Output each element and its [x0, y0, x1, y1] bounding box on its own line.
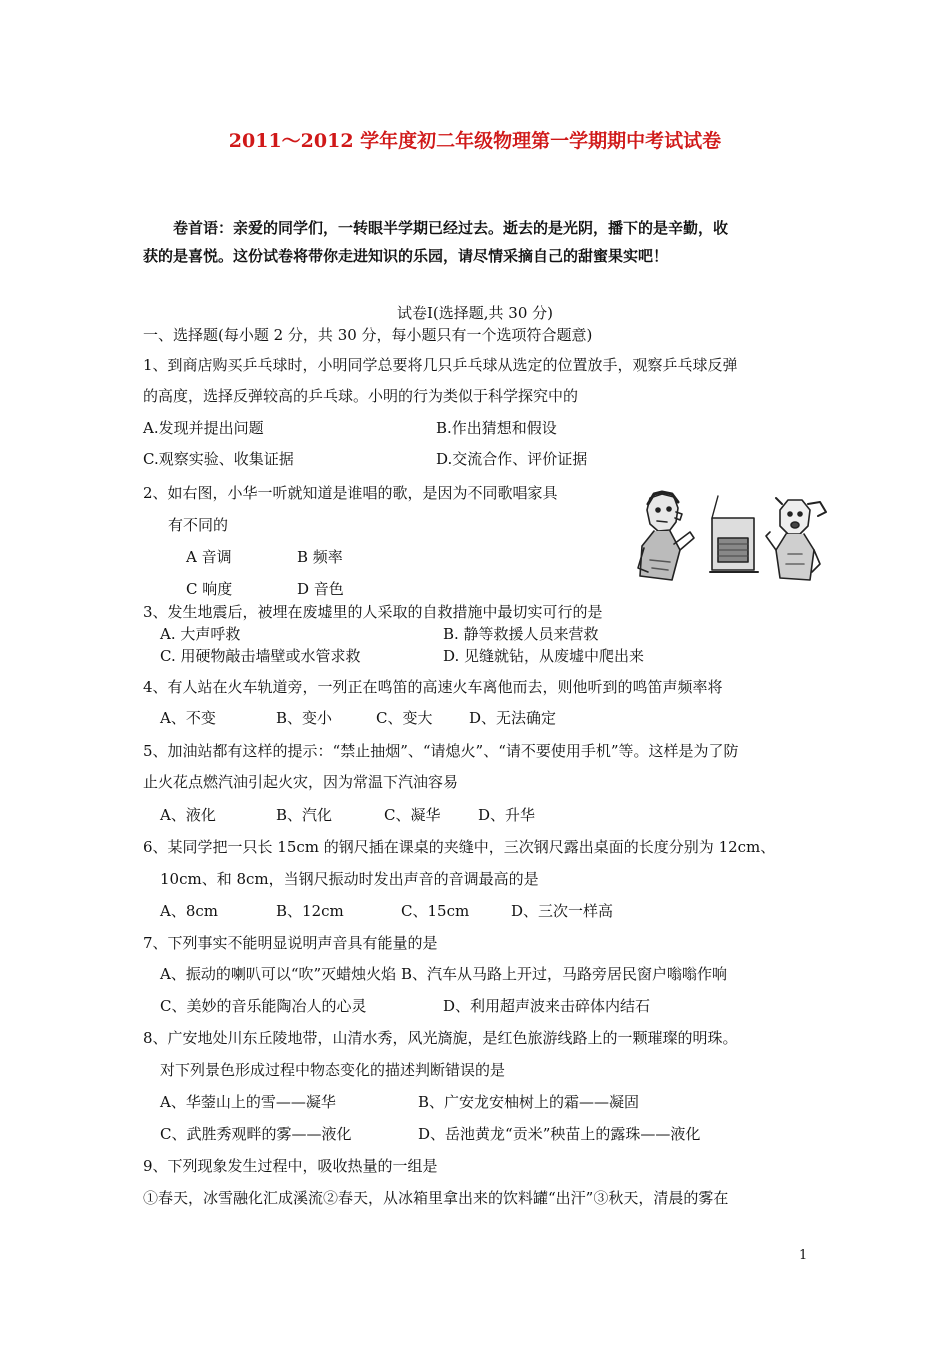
q3-option-c: C. 用硬物敲击墙壁或水管求救 — [160, 647, 361, 665]
q5-option-c: C、凝华 — [384, 806, 441, 824]
q4-option-c: C、变大 — [376, 709, 433, 727]
q2-option-c: C 响度 — [186, 580, 233, 598]
q2-stem-line-2: 有不同的 — [168, 516, 229, 534]
q7-option-c: C、美妙的音乐能陶冶人的心灵 — [160, 997, 367, 1015]
q6-option-a: A、8cm — [160, 902, 219, 920]
preface-line-2: 获的是喜悦。这份试卷将带你走进知识的乐园，请尽情采摘自己的甜蜜果实吧！ — [143, 247, 669, 265]
q9-stem-line-1: 9、下列现象发生过程中，吸收热量的一组是 — [143, 1157, 438, 1175]
q5-stem-line-2: 止火花点燃汽油引起火灾，因为常温下汽油容易 — [143, 773, 459, 791]
q7-stem: 7、下列事实不能明显说明声音具有能量的是 — [143, 934, 438, 952]
q7-option-d: D、利用超声波来击碎体内结石 — [443, 997, 651, 1015]
q8-option-c: C、武胜秀观畔的雾——液化 — [160, 1125, 352, 1143]
q1-stem-line-1: 1、到商店购买乒乓球时，小明同学总要将几只乒乓球从选定的位置放手，观察乒乓球反弹 — [143, 356, 738, 374]
q8-option-d: D、岳池黄龙“贡米”秧苗上的露珠——液化 — [418, 1125, 701, 1143]
section-title: 试卷Ⅰ(选择题,共 30 分) — [396, 304, 554, 322]
q8-option-a: A、华蓥山上的雪——凝华 — [160, 1093, 336, 1111]
q9-stem-line-2: ①春天，冰雪融化汇成溪流②春天，从冰箱里拿出来的饮料罐“出汗”③秋天，清晨的雾在 — [143, 1189, 729, 1207]
q2-stem-line-1: 2、如右图，小华一听就知道是谁唱的歌，是因为不同歌唱家具 — [143, 484, 558, 502]
q4-stem: 4、有人站在火车轨道旁，一列正在鸣笛的高速火车离他而去，则他听到的鸣笛声频率将 — [143, 678, 723, 696]
page-number: 1 — [799, 1248, 808, 1263]
q6-stem-line-1: 6、某同学把一只长 15cm 的钢尺插在课桌的夹缝中，三次钢尺露出桌面的长度分别为 12cm、 — [143, 838, 776, 856]
q2-option-b: B 频率 — [297, 548, 343, 566]
q4-option-a: A、不变 — [160, 709, 216, 727]
q4-option-d: D、无法确定 — [469, 709, 557, 727]
q1-stem-line-2: 的高度，选择反弹较高的乒乓球。小明的行为类似于科学探究中的 — [143, 387, 579, 405]
q3-stem: 3、发生地震后，被埋在废墟里的人采取的自救措施中最切实可行的是 — [143, 603, 603, 621]
singer-listener-illustration — [630, 488, 835, 588]
q1-option-c: C.观察实验、收集证据 — [143, 450, 294, 468]
q1-option-b: B.作出猜想和假设 — [436, 419, 557, 437]
part-heading: 一、选择题(每小题 2 分，共 30 分，每小题只有一个选项符合题意) — [143, 326, 593, 344]
q1-option-a: A.发现并提出问题 — [143, 419, 264, 437]
q5-stem-line-1: 5、加油站都有这样的提示：“禁止抽烟”、“请熄火”、“请不要使用手机”等。这样是为了防 — [143, 742, 739, 760]
q2-option-a: A 音调 — [186, 548, 232, 566]
q6-option-b: B、12cm — [276, 902, 344, 920]
q7-option-ab: A、振动的喇叭可以“吹”灭蜡烛火焰 B、汽车从马路上开过，马路旁居民窗户嗡嗡作响 — [160, 965, 727, 983]
q8-option-b: B、广安龙安柚树上的霜——凝固 — [418, 1093, 640, 1111]
q5-option-a: A、液化 — [160, 806, 216, 824]
q1-option-d: D.交流合作、评价证据 — [436, 450, 588, 468]
q3-option-d: D. 见缝就钻，从废墟中爬出来 — [443, 647, 645, 665]
q6-option-d: D、三次一样高 — [511, 902, 614, 920]
q3-option-a: A. 大声呼救 — [160, 625, 241, 643]
q5-option-d: D、升华 — [478, 806, 536, 824]
q6-option-c: C、15cm — [401, 902, 470, 920]
q8-stem-line-1: 8、广安地处川东丘陵地带，山清水秀，风光旖旎，是红色旅游线路上的一颗璀璨的明珠。 — [143, 1029, 738, 1047]
document-title: 2011～2012 学年度初二年级物理第一学期期中考试试卷 — [228, 130, 722, 152]
q2-option-d: D 音色 — [297, 580, 344, 598]
preface-line-1: 卷首语：亲爱的同学们，一转眼半学期已经过去。逝去的是光阴，播下的是辛勤，收 — [173, 219, 729, 237]
q5-option-b: B、汽化 — [276, 806, 333, 824]
q4-option-b: B、变小 — [276, 709, 333, 727]
q8-stem-line-2: 对下列景色形成过程中物态变化的描述判断错误的是 — [160, 1061, 506, 1079]
q6-stem-line-2: 10cm、和 8cm，当钢尺振动时发出声音的音调最高的是 — [160, 870, 539, 888]
q3-option-b: B. 静等救援人员来营救 — [443, 625, 599, 643]
